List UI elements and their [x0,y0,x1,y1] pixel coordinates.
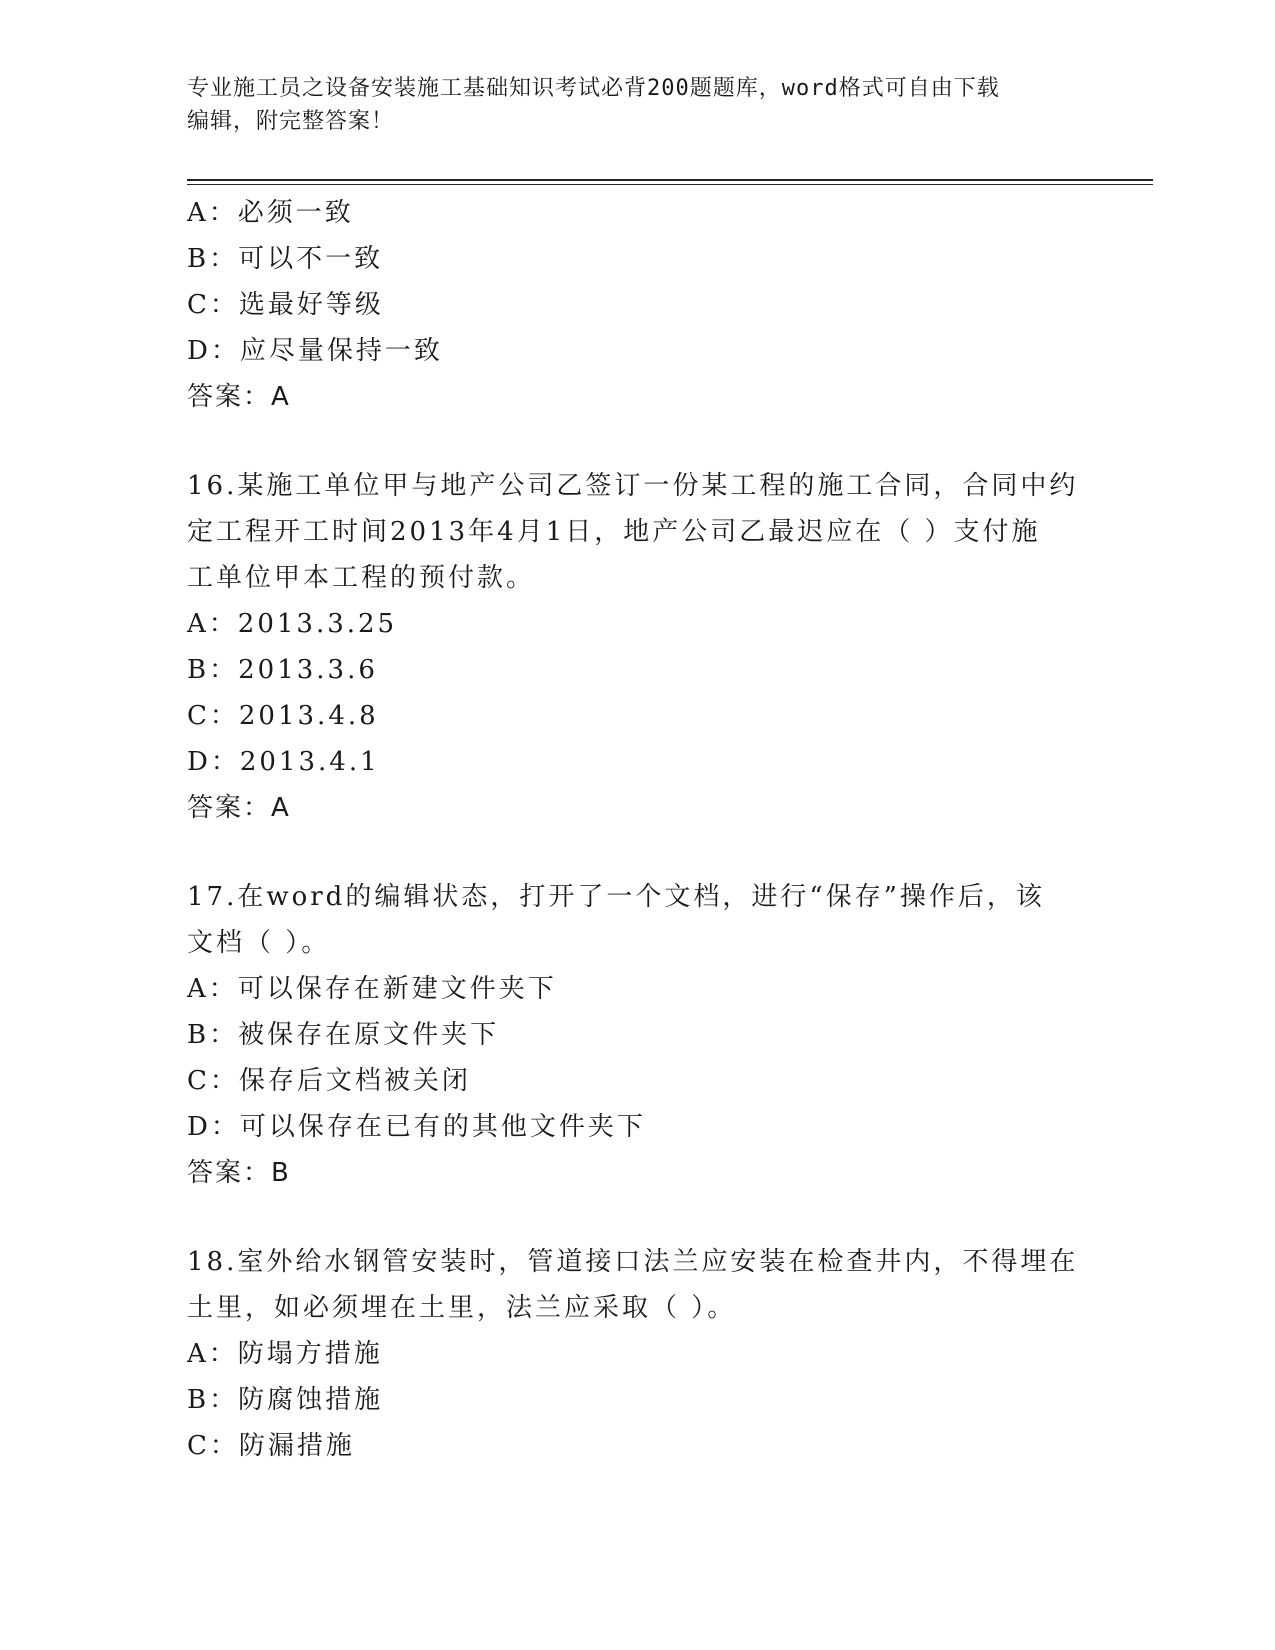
option-b: B：可以不一致 [187,244,384,274]
document-header [187,72,1087,138]
question-gap [187,420,1087,463]
question-gap [187,1196,1087,1239]
question-stem-line: 16.某施工单位甲与地产公司乙签订一份某工程的施工合同，合同中约 [187,471,1079,501]
option-c: C：2013.4.8 [187,701,379,731]
question-17 [187,874,1087,1196]
question-stem-line: 文档（ ）。 [187,928,331,958]
option-d: D：可以保存在已有的其他文件夹下 [187,1112,646,1142]
option-b: B：防腐蚀措施 [187,1385,384,1415]
question-stem-line: 17.在word的编辑状态，打开了一个文档，进行“保存”操作后，该 [187,882,1045,912]
answer-line: 答案：B [187,1158,291,1188]
question-18 [187,1239,1087,1469]
option-d: D：2013.4.1 [187,747,380,777]
question-gap [187,831,1087,874]
header-divider-thick [187,179,1153,181]
option-c: C：保存后文档被关闭 [187,1066,471,1096]
option-a: A：必须一致 [187,198,354,228]
header-title-line-2: 编辑，附完整答案！ [187,109,395,134]
question-16 [187,463,1087,831]
question-stem-line: 定工程开工时间2013年4月1日，地产公司乙最迟应在（ ）支付施 [187,517,1041,547]
header-title-line-1: 专业施工员之设备安装施工基础知识考试必背200题题库，word格式可自由下载 [187,76,1000,101]
option-b: B：被保存在原文件夹下 [187,1020,500,1050]
option-b: B：2013.3.6 [187,655,378,685]
answer-line: 答案：A [187,382,291,412]
answer-line: 答案：A [187,793,291,823]
option-c: C：选最好等级 [187,290,384,320]
question-stem-line: 工单位甲本工程的预付款。 [187,563,536,593]
question-15 [187,190,1087,420]
option-a: A：防塌方措施 [187,1339,383,1369]
question-stem-line: 18.室外给水钢管安装时，管道接口法兰应安装在检查井内，不得埋在 [187,1247,1079,1277]
question-content [187,190,1087,1469]
header-divider-thin [187,184,1153,185]
question-stem-line: 土里，如必须埋在土里，法兰应采取（ ）。 [187,1293,737,1323]
option-c: C：防漏措施 [187,1431,355,1461]
option-a: A：可以保存在新建文件夹下 [187,974,557,1004]
option-a: A：2013.3.25 [187,609,398,639]
option-d: D：应尽量保持一致 [187,336,443,366]
